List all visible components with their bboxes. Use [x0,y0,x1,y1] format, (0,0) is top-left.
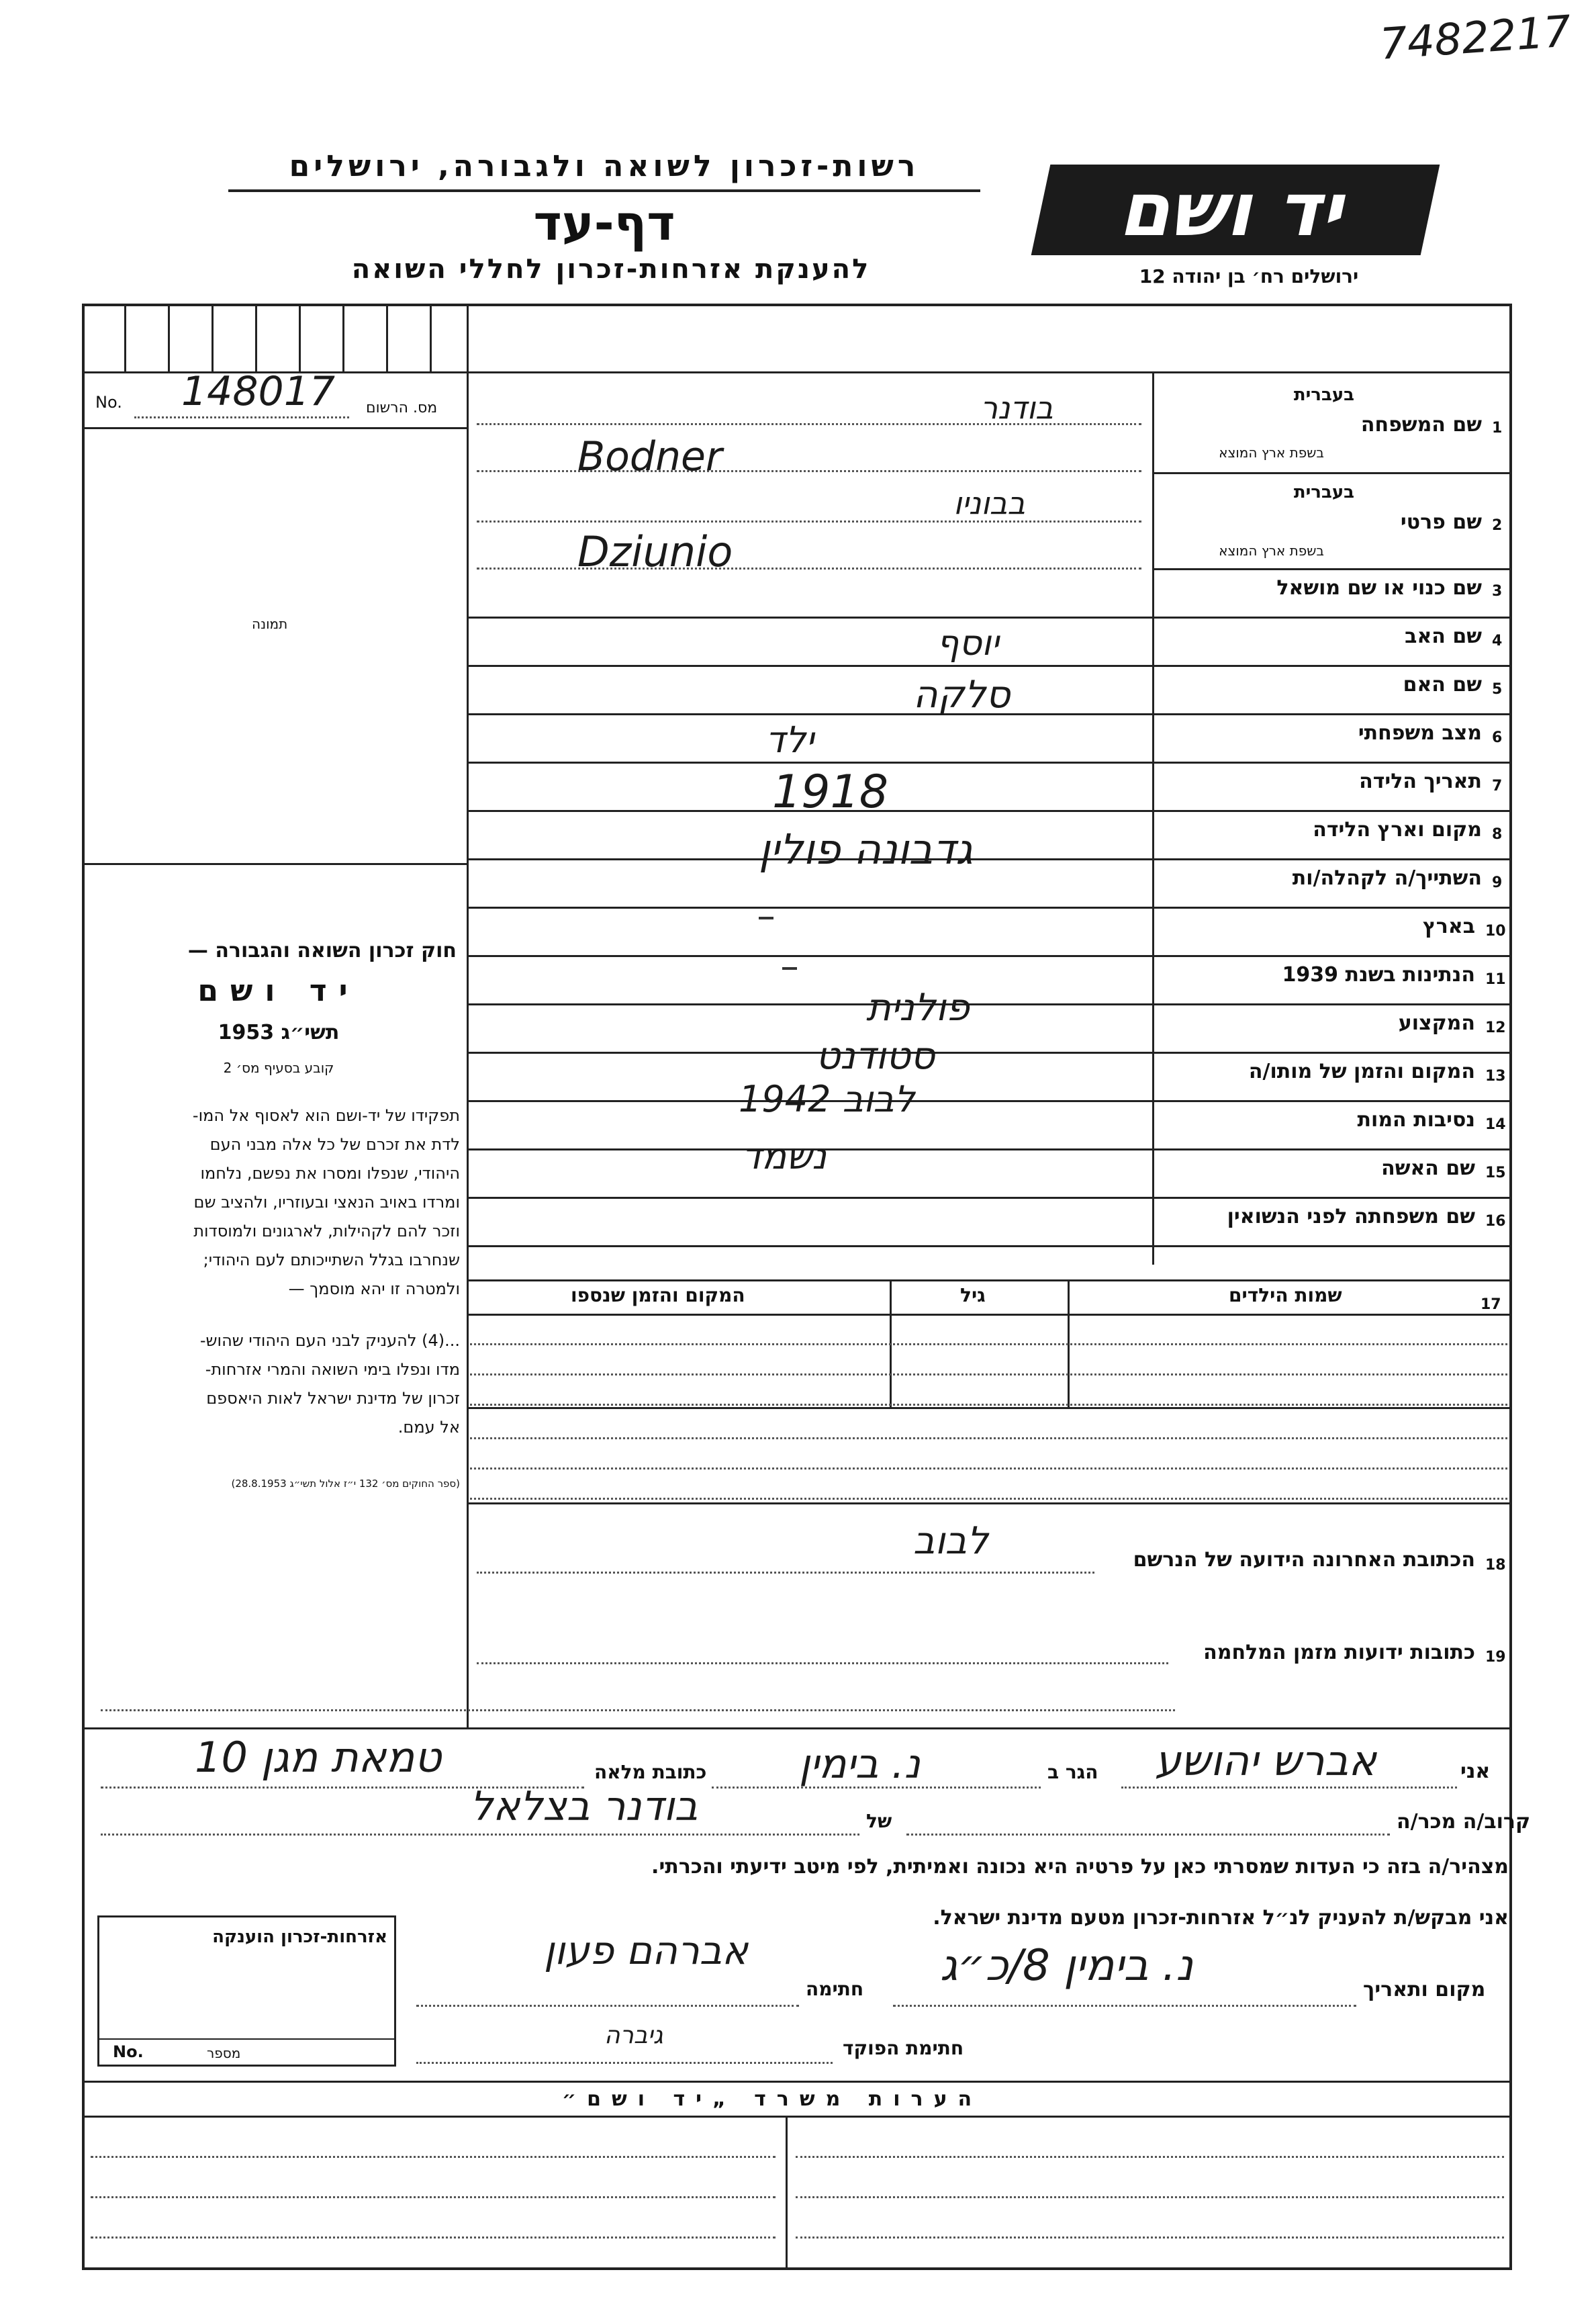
field-13-value: לבוב 1942 [739,1078,915,1120]
field-10-num: 10 [1485,923,1506,940]
field-3-num: 3 [1492,583,1503,600]
children-col-place: המקום והזמן שנספו [571,1284,745,1306]
registration-he-label: מס. הרשום [366,400,438,416]
field-5-label: שם האם [1403,673,1482,696]
law-name: יד ושם [197,974,360,1008]
law-paragraph-1: תפקידו של יד-ושם הוא לאסוף אל המו- לדת את זכרם של כל אלה מבני העם היהודי, שנפלו ומסרו את נפשם, נלחמו ומרדו באויב הנאצי ובעוזריו, ולהציב שם וזכר להם לקהילות, לארגונים ולמוסדות שנחרבו בגלל השתייכותם לעם היהודי; ולמטרה זו יהא מוסמך — [192,1106,460,1298]
field-15-num: 15 [1485,1165,1506,1181]
field-2-num: 2 [1492,517,1503,534]
field-9-label: השתייך/ה לקהלה/ות [1292,866,1482,890]
signature-label: חתימה [806,1978,864,2000]
field-4-value: יוסף [937,623,999,664]
field-8-num: 8 [1492,826,1503,843]
field-9-dash [759,917,773,919]
children-col-age: גיל [960,1284,986,1306]
law-title: חוק זכרון השואה והגבורה — [187,939,457,962]
field-14-num: 14 [1485,1116,1506,1133]
field-18-label: הכתובת האחרונה הידועה של הנרשם [1133,1548,1475,1572]
declarant-resident-label: הגר ב [1047,1761,1098,1783]
field-7-value: 1918 [772,766,889,819]
officer-signature-label: חתימת הפוקד [843,2037,964,2059]
field-2-label: שם פרטי [1400,510,1482,534]
form-title: דף-עד [533,195,675,251]
citizenship-box-title: אזרחות-זכרון הוענקה [212,1927,387,1947]
field-14-label: נסיבות המות [1357,1108,1475,1132]
registration-no-value: 148017 [181,368,336,415]
citizenship-box-no-he: מספר [207,2045,241,2061]
law-paragraph-2: ...(4) להעניק לבני העם היהודי שהוש- מדו ונפלו בימי השואה והמרי אזרחות- זכרון של מדינת ישראל לאות היאספם אל עמם. [199,1331,460,1437]
field-7-num: 7 [1492,778,1503,795]
field-18-num: 18 [1485,1557,1506,1574]
field-6-value: ילד [765,719,814,761]
field-11-num: 11 [1485,971,1506,988]
field-14-value: נשמד [742,1135,827,1177]
field-4-num: 4 [1492,633,1503,649]
field-8-value: גדבונה פולין [759,825,973,874]
field-2-value-foreign: Dziunio [577,527,733,576]
place-date-value: נ. בימין 8/כ״ג [940,1941,1193,1991]
field-9-num: 9 [1492,874,1503,891]
officer-signature-value: גיברה [604,2022,663,2049]
field-3-label: שם כנוי או שם מושאל [1276,576,1482,600]
field-6-label: מצב משפחתי [1358,721,1482,745]
field-19-label: כתובות ידועות מזמן המלחמה [1203,1641,1475,1664]
photo-label: תמונה [252,616,288,632]
field-4-label: שם האב [1405,625,1482,648]
field-18-value: לבוב [913,1519,988,1563]
field-1-hebrew-tag: בעברית [1293,385,1354,405]
citizenship-box [97,1915,396,2067]
field-13-label: המקום והזמן של מותו/ה [1248,1060,1475,1083]
children-num: 17 [1481,1296,1501,1313]
field-1-value-foreign: Bodner [577,433,722,480]
field-10-dash [782,967,797,970]
field-2-hebrew-tag: בעברית [1293,482,1354,502]
declaration-line-2: אני מבקש/ת להעניק לנ״ל אזרחות-זכרון מטעם מדינת ישראל. [933,1906,1509,1930]
field-10-label: בארץ [1422,915,1475,938]
document-number: 7482217 [1378,7,1573,70]
field-2-value-hebrew: בבוניו [953,485,1025,521]
declarant-relation-value: בודנר בצלאל [470,1783,698,1830]
declaration-line-1: מצהיר/ה בזה כי העדות שמסרתי כאן על פרטיה היא נכונה ואמיתית, לפי מיטב ידיעתי והכרתי. [651,1855,1509,1879]
authority-underline [228,189,980,192]
registration-no-label: No. [95,393,122,412]
declarant-address-label: כתובת מלאה [594,1761,707,1783]
field-6-num: 6 [1492,729,1503,746]
field-5-value: סלקה [913,673,1011,717]
place-date-label: מקום ותאריך [1363,1978,1486,2001]
law-source: (ספר החוקים מס׳ 132 י״ז אלול תשי״ג 28.8.1953) [231,1478,460,1490]
field-7-label: תאריך הלידה [1359,770,1482,793]
field-19-num: 19 [1485,1649,1506,1666]
declarant-name-value: אברש יהושע [1155,1736,1376,1785]
field-11-value: פולנית [866,986,970,1030]
declarant-of-label: של [866,1810,892,1832]
field-13-num: 13 [1485,1068,1506,1085]
field-12-value: סטודנט [816,1034,935,1078]
law-year: תשי״ג 1953 [218,1021,340,1044]
field-2-foreign-tag: בשפת ארץ המוצא [1219,543,1324,559]
authority-line: רשות-זכרון לשואה ולגבורה, ירושלים [289,149,920,183]
declarant-i-label: אני [1460,1760,1491,1783]
field-12-label: המקצוע [1398,1011,1475,1035]
field-1-label: שם המשפחה [1360,413,1482,437]
office-notes-title: הערות משרד „יד ושם״ [561,2087,983,2111]
form-subtitle: להענקת אזרחות-זכרון לחללי השואה [351,254,871,285]
field-16-label: שם משפחתה לפני הנשואין [1227,1205,1475,1228]
field-1-foreign-tag: בשפת ארץ המוצא [1219,445,1324,461]
address-line: ירושלים רח׳ בן יהודה 12 [1139,265,1359,287]
field-16-num: 16 [1485,1213,1506,1230]
declarant-city-value: נ. בימין [799,1741,921,1788]
logo-text: יד ושם [1114,167,1357,253]
yad-vashem-logo [1031,165,1440,255]
field-8-label: מקום וארץ הלידה [1313,818,1482,842]
citizenship-box-no-label: No. [113,2042,144,2061]
law-clause: קובע בסעיף מס׳ 2 [223,1060,334,1076]
field-1-value-hebrew: בודנר [980,390,1053,426]
children-col-names: שמות הילדים [1229,1284,1342,1306]
declarant-relative-label: קרוב/ה מכר/ה [1397,1810,1531,1834]
field-12-num: 12 [1485,1020,1506,1036]
field-1-num: 1 [1492,420,1503,437]
field-15-label: שם האשה [1381,1157,1475,1180]
field-5-num: 5 [1492,681,1503,698]
signature-value: אברהם פעון [544,1928,748,1973]
field-11-label: הנתינות בשנת 1939 [1282,963,1475,987]
declarant-address-value: טמאת מגן 10 [195,1733,442,1782]
